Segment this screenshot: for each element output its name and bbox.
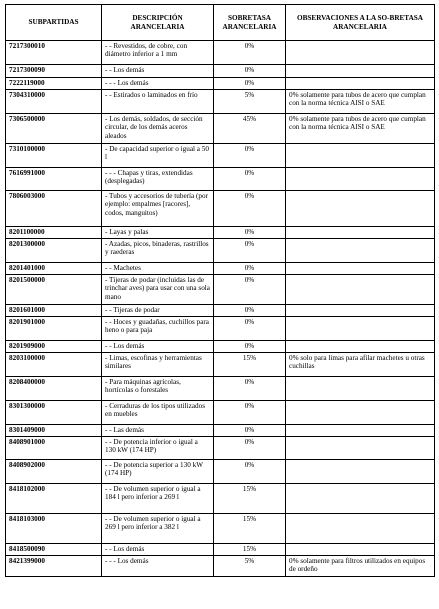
sobretasa-cell: 0% xyxy=(214,437,286,460)
sobretasa-cell: 0% xyxy=(214,305,286,317)
subpartida-code: 7310100000 xyxy=(6,144,102,168)
descripcion-cell: - - Los demás xyxy=(102,341,214,353)
descripcion-cell: - Tijeras de podar (incluidas las de trinchar aves) para usar con una sola mano xyxy=(102,275,214,305)
table-row xyxy=(6,41,435,65)
sobretasa-cell: 0% xyxy=(214,341,286,353)
subpartida-code: 8201901000 xyxy=(6,317,102,341)
descripcion-cell: - - Machetes xyxy=(102,263,214,275)
descripcion-cell: - Azadas, picos, binaderas, rastrillos y raederas xyxy=(102,239,214,263)
descripcion-cell: - - De volumen superior o igual a 184 l pero inferior a 269 l xyxy=(102,484,214,514)
subpartida-code: 8203100000 xyxy=(6,353,102,377)
sobretasa-cell: 0% xyxy=(214,425,286,437)
descripcion-cell: - - Estirados o laminados en frío xyxy=(102,90,214,114)
subpartida-code: 7306500000 xyxy=(6,114,102,144)
table-row xyxy=(6,437,435,460)
descripcion-cell: - Cerraduras de los tipos utilizados en muebles xyxy=(102,401,214,425)
subpartida-code: 8201100000 xyxy=(6,227,102,239)
observaciones-cell xyxy=(286,239,435,263)
sobretasa-cell: 0% xyxy=(214,377,286,401)
subpartida-code: 8201601000 xyxy=(6,305,102,317)
header-observaciones: OBSERVACIONES A LA SO-BRETASA ARANCELARIA xyxy=(286,5,435,41)
observaciones-cell: 0% solamente para tubos de acero que cumplan con la norma técnica AISI o SAE xyxy=(286,114,435,144)
table-row xyxy=(6,114,435,144)
observaciones-cell xyxy=(286,227,435,239)
subpartida-code: 8421399000 xyxy=(6,556,102,577)
subpartida-code: 7217300010 xyxy=(6,41,102,65)
subpartida-code: 8201909000 xyxy=(6,341,102,353)
table-row xyxy=(6,401,435,425)
observaciones-cell xyxy=(286,263,435,275)
observaciones-cell xyxy=(286,65,435,78)
descripcion-cell: - - - Los demás xyxy=(102,78,214,90)
subpartida-code: 7217300090 xyxy=(6,65,102,78)
sobretasa-cell: 15% xyxy=(214,544,286,556)
sobretasa-cell: 0% xyxy=(214,317,286,341)
sobretasa-cell: 0% xyxy=(214,191,286,227)
sobretasa-cell: 0% xyxy=(214,168,286,191)
table-row xyxy=(6,65,435,78)
subpartida-code: 7304310000 xyxy=(6,90,102,114)
subpartida-code: 7616991000 xyxy=(6,168,102,191)
subpartida-code: 8418102000 xyxy=(6,484,102,514)
observaciones-cell xyxy=(286,544,435,556)
observaciones-cell xyxy=(286,341,435,353)
observaciones-cell xyxy=(286,275,435,305)
sobretasa-cell: 15% xyxy=(214,514,286,544)
observaciones-cell xyxy=(286,437,435,460)
observaciones-cell xyxy=(286,41,435,65)
header-sobretasa: SOBRETASA ARANCELARIA xyxy=(214,5,286,41)
sobretasa-cell: 0% xyxy=(214,275,286,305)
descripcion-cell: - De capacidad superior o igual a 50 l xyxy=(102,144,214,168)
table-row xyxy=(6,556,435,577)
sobretasa-cell: 15% xyxy=(214,353,286,377)
descripcion-cell: - - - Los demás xyxy=(102,556,214,577)
sobretasa-cell: 0% xyxy=(214,41,286,65)
sobretasa-cell: 0% xyxy=(214,460,286,484)
observaciones-cell: 0% solo para limas para afilar machetes u otras cuchillas xyxy=(286,353,435,377)
table-row xyxy=(6,275,435,305)
header-row xyxy=(6,5,435,41)
subpartida-code: 8418500090 xyxy=(6,544,102,556)
descripcion-cell: - Limas, escofinas y herramientas similares xyxy=(102,353,214,377)
sobretasa-cell: 0% xyxy=(214,144,286,168)
descripcion-cell: - - De potencia superior a 130 kW (174 HP) xyxy=(102,460,214,484)
descripcion-cell: - - - Chapas y tiras, extendidas (desplegadas) xyxy=(102,168,214,191)
sobretasa-cell: 45% xyxy=(214,114,286,144)
observaciones-cell xyxy=(286,484,435,514)
observaciones-cell xyxy=(286,460,435,484)
sobretasa-cell: 5% xyxy=(214,556,286,577)
observaciones-cell xyxy=(286,78,435,90)
sobretasa-cell: 15% xyxy=(214,484,286,514)
header-subpartidas: SUBPARTIDAS xyxy=(6,5,102,41)
table-row xyxy=(6,484,435,514)
subpartida-code: 8208400000 xyxy=(6,377,102,401)
table-row xyxy=(6,239,435,263)
descripcion-cell: - Para máquinas agrícolas, hortícolas o forestales xyxy=(102,377,214,401)
table-row xyxy=(6,263,435,275)
descripcion-cell: - Los demás, soldados, de sección circular, de los demás aceros aleados xyxy=(102,114,214,144)
table-row xyxy=(6,341,435,353)
observaciones-cell xyxy=(286,401,435,425)
subpartida-code: 8201401000 xyxy=(6,263,102,275)
table-row xyxy=(6,353,435,377)
sobretasa-cell: 0% xyxy=(214,239,286,263)
observaciones-cell xyxy=(286,305,435,317)
table-row xyxy=(6,168,435,191)
subpartida-code: 8301409000 xyxy=(6,425,102,437)
observaciones-cell xyxy=(286,514,435,544)
table-row xyxy=(6,78,435,90)
descripcion-cell: - - Los demás xyxy=(102,65,214,78)
observaciones-cell: 0% solamente para filtros utilizados en equipos de ordeño xyxy=(286,556,435,577)
table-row xyxy=(6,460,435,484)
descripcion-cell: - Tubos y accesorios de tubería (por ejemplo: empalmes [racores], codos, manguitos) xyxy=(102,191,214,227)
observaciones-cell xyxy=(286,425,435,437)
sobretasa-cell: 0% xyxy=(214,227,286,239)
tariff-table xyxy=(5,4,435,577)
observaciones-cell xyxy=(286,377,435,401)
observaciones-cell xyxy=(286,168,435,191)
table-row xyxy=(6,514,435,544)
observaciones-cell: 0% solamente para tubos de acero que cumplan con la norma técnica AISI o SAE xyxy=(286,90,435,114)
subpartida-code: 8418103000 xyxy=(6,514,102,544)
descripcion-cell: - - Los demás xyxy=(102,544,214,556)
subpartida-code: 7222119000 xyxy=(6,78,102,90)
table-row xyxy=(6,90,435,114)
table-row xyxy=(6,191,435,227)
descripcion-cell: - - De volumen superior o igual a 269 l pero inferior a 382 l xyxy=(102,514,214,544)
descripcion-cell: - - Las demás xyxy=(102,425,214,437)
observaciones-cell xyxy=(286,191,435,227)
table-row xyxy=(6,227,435,239)
descripcion-cell: - Layas y palas xyxy=(102,227,214,239)
observaciones-cell xyxy=(286,317,435,341)
header-descripcion: DESCRIPCIÓN ARANCELARIA xyxy=(102,5,214,41)
descripcion-cell: - - Hoces y guadañas, cuchillos para heno o para paja xyxy=(102,317,214,341)
sobretasa-cell: 0% xyxy=(214,65,286,78)
subpartida-code: 7806003000 xyxy=(6,191,102,227)
table-row xyxy=(6,377,435,401)
subpartida-code: 8408902000 xyxy=(6,460,102,484)
descripcion-cell: - - Tijeras de podar xyxy=(102,305,214,317)
table-row xyxy=(6,544,435,556)
sobretasa-cell: 0% xyxy=(214,78,286,90)
descripcion-cell: - - De potencia inferior o igual a 130 kW (174 HP) xyxy=(102,437,214,460)
subpartida-code: 8201300000 xyxy=(6,239,102,263)
subpartida-code: 8201500000 xyxy=(6,275,102,305)
sobretasa-cell: 0% xyxy=(214,401,286,425)
table-row xyxy=(6,425,435,437)
table-row xyxy=(6,305,435,317)
table-row xyxy=(6,144,435,168)
sobretasa-cell: 5% xyxy=(214,90,286,114)
descripcion-cell: - - Revestidos, de cobre, con diámetro inferior a 1 mm xyxy=(102,41,214,65)
subpartida-code: 8301300000 xyxy=(6,401,102,425)
observaciones-cell xyxy=(286,144,435,168)
table-row xyxy=(6,317,435,341)
subpartida-code: 8408901000 xyxy=(6,437,102,460)
sobretasa-cell: 0% xyxy=(214,263,286,275)
